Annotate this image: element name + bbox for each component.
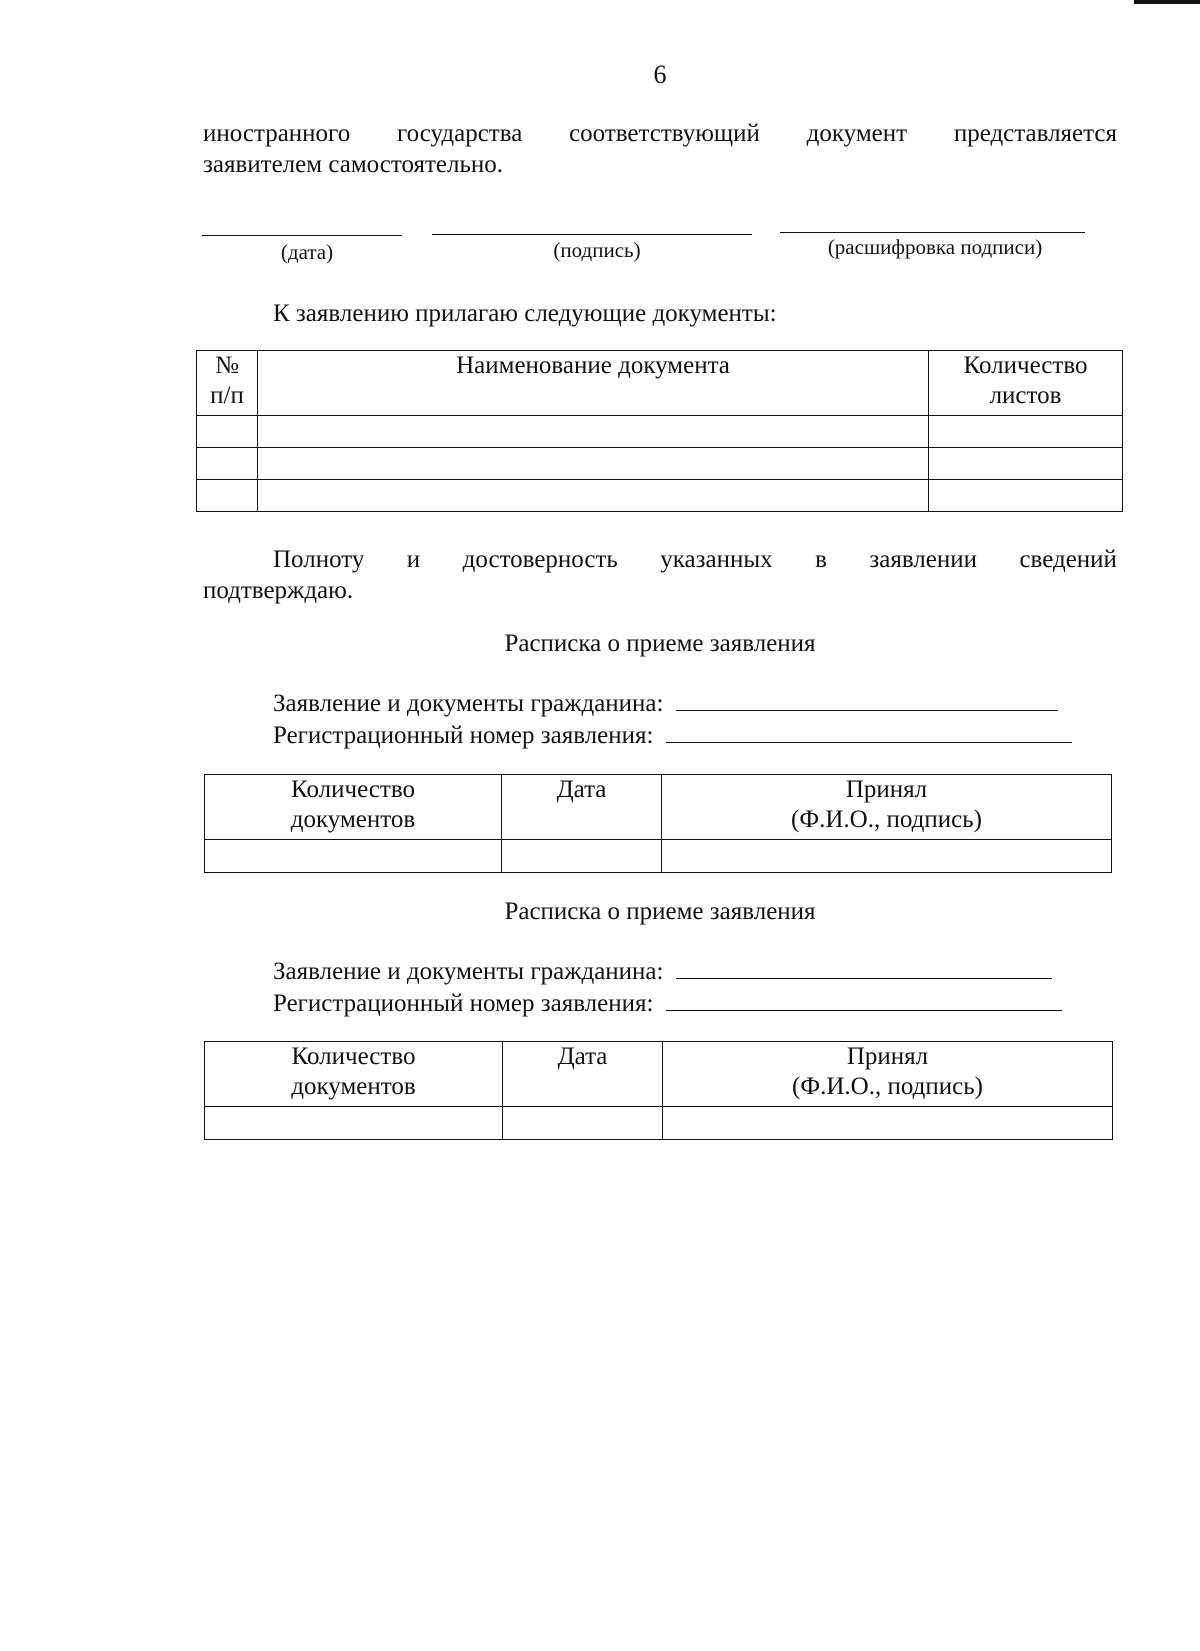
header-number-cell [197, 351, 258, 416]
intro-line-1 [203, 118, 1117, 149]
page-number: 6 [653, 60, 667, 89]
confirmation-word: Полноту [273, 546, 365, 573]
name-cell[interactable] [258, 448, 929, 480]
receipt-accepted-line1: Принял [845, 776, 928, 803]
receipt-date-label: Дата [556, 776, 607, 803]
confirmation-line-1 [203, 544, 1117, 575]
header-number-line2: п/п [210, 382, 244, 409]
receipt-accepted-line2: (Ф.И.О., подпись) [792, 1073, 983, 1100]
table-row [205, 840, 1112, 873]
table-row [205, 1107, 1113, 1140]
receipt-docs-label: Заявление и документы гражданина: [273, 958, 664, 985]
confirmation-word: достоверность [462, 546, 618, 573]
confirmation-word: указанных [660, 546, 773, 573]
header-count-line1: Количество [963, 352, 1088, 379]
receipt-table [204, 1041, 1113, 1140]
header-name-cell [258, 351, 929, 416]
count-cell[interactable] [929, 416, 1123, 448]
receipt-count-cell[interactable] [205, 1107, 503, 1140]
count-cell[interactable] [929, 480, 1123, 512]
intro-word: представляется [953, 120, 1117, 147]
receipt-accepted-cell[interactable] [663, 1107, 1113, 1140]
intro-paragraph [203, 118, 1117, 180]
receipt-count-line2: документов [291, 1073, 416, 1100]
name-cell[interactable] [258, 480, 929, 512]
receipt-accepted-line2: (Ф.И.О., подпись) [791, 806, 982, 833]
table-row [197, 448, 1123, 480]
decoding-label: (расшифровка подписи) [827, 235, 1043, 259]
intro-word: соответствующий [569, 120, 760, 147]
signature-label: (подпись) [553, 238, 641, 262]
receipt-accepted-cell[interactable] [662, 840, 1112, 873]
number-cell[interactable] [197, 416, 258, 448]
receipt-title: Расписка о приеме заявления [504, 898, 816, 925]
intro-word: иностранного [203, 120, 351, 147]
signature-line [432, 234, 752, 235]
receipt-accepted-header [662, 775, 1112, 840]
header-number-line1: № [215, 352, 239, 379]
receipt-date-header [502, 775, 662, 840]
attachments-heading: К заявлению прилагаю следующие документы: [273, 300, 777, 327]
receipt-docs-field[interactable] [676, 686, 1058, 711]
header-count-cell [929, 351, 1123, 416]
receipt-header-row [205, 775, 1112, 840]
name-cell[interactable] [258, 416, 929, 448]
receipt-reg-label: Регистрационный номер заявления: [273, 990, 654, 1017]
receipt-date-cell[interactable] [502, 840, 662, 873]
table-row [197, 416, 1123, 448]
receipt-docs-row [273, 954, 1052, 987]
confirmation-word: сведений [1019, 546, 1117, 573]
header-name: Наименование документа [456, 352, 730, 379]
receipt-count-header [205, 775, 502, 840]
receipt-accepted-header [663, 1042, 1113, 1107]
confirmation-paragraph [203, 544, 1117, 606]
decoding-signature-line [780, 232, 1085, 233]
receipt-reg-field[interactable] [666, 718, 1072, 743]
attachments-header-row [197, 351, 1123, 416]
receipt-docs-row [273, 686, 1058, 719]
receipt-count-line1: Количество [291, 1043, 416, 1070]
receipt-accepted-line1: Принял [846, 1043, 929, 1070]
receipt-header-row [205, 1042, 1113, 1107]
receipt-docs-label: Заявление и документы гражданина: [273, 690, 664, 717]
attachments-table [196, 350, 1123, 512]
receipt-count-line1: Количество [291, 776, 415, 803]
receipt-reg-label: Регистрационный номер заявления: [273, 722, 654, 749]
intro-word: документ [806, 120, 908, 147]
receipt-date-label: Дата [557, 1043, 608, 1070]
confirmation-word: и [406, 546, 421, 573]
intro-line-2: заявителем самостоятельно. [203, 151, 503, 178]
receipt-title: Расписка о приеме заявления [504, 630, 816, 657]
table-row [197, 480, 1123, 512]
confirmation-line-2: подтверждаю. [203, 577, 354, 604]
receipt-count-header [205, 1042, 503, 1107]
receipt-date-header [503, 1042, 663, 1107]
number-cell[interactable] [197, 480, 258, 512]
receipt-reg-field[interactable] [666, 986, 1062, 1011]
count-cell[interactable] [929, 448, 1123, 480]
confirmation-word: заявлении [869, 546, 978, 573]
number-cell[interactable] [197, 448, 258, 480]
confirmation-word: в [815, 546, 827, 573]
header-count-line2: листов [989, 382, 1062, 409]
receipt-table [204, 774, 1112, 873]
receipt-reg-row [273, 718, 1072, 751]
intro-word: государства [396, 120, 523, 147]
receipt-count-cell[interactable] [205, 840, 502, 873]
date-label: (дата) [280, 240, 334, 264]
receipt-reg-row [273, 986, 1062, 1019]
receipt-date-cell[interactable] [503, 1107, 663, 1140]
scan-corner-mark [1134, 0, 1200, 4]
date-signature-line [202, 235, 402, 236]
receipt-count-line2: документов [290, 806, 416, 833]
receipt-docs-field[interactable] [676, 954, 1052, 979]
